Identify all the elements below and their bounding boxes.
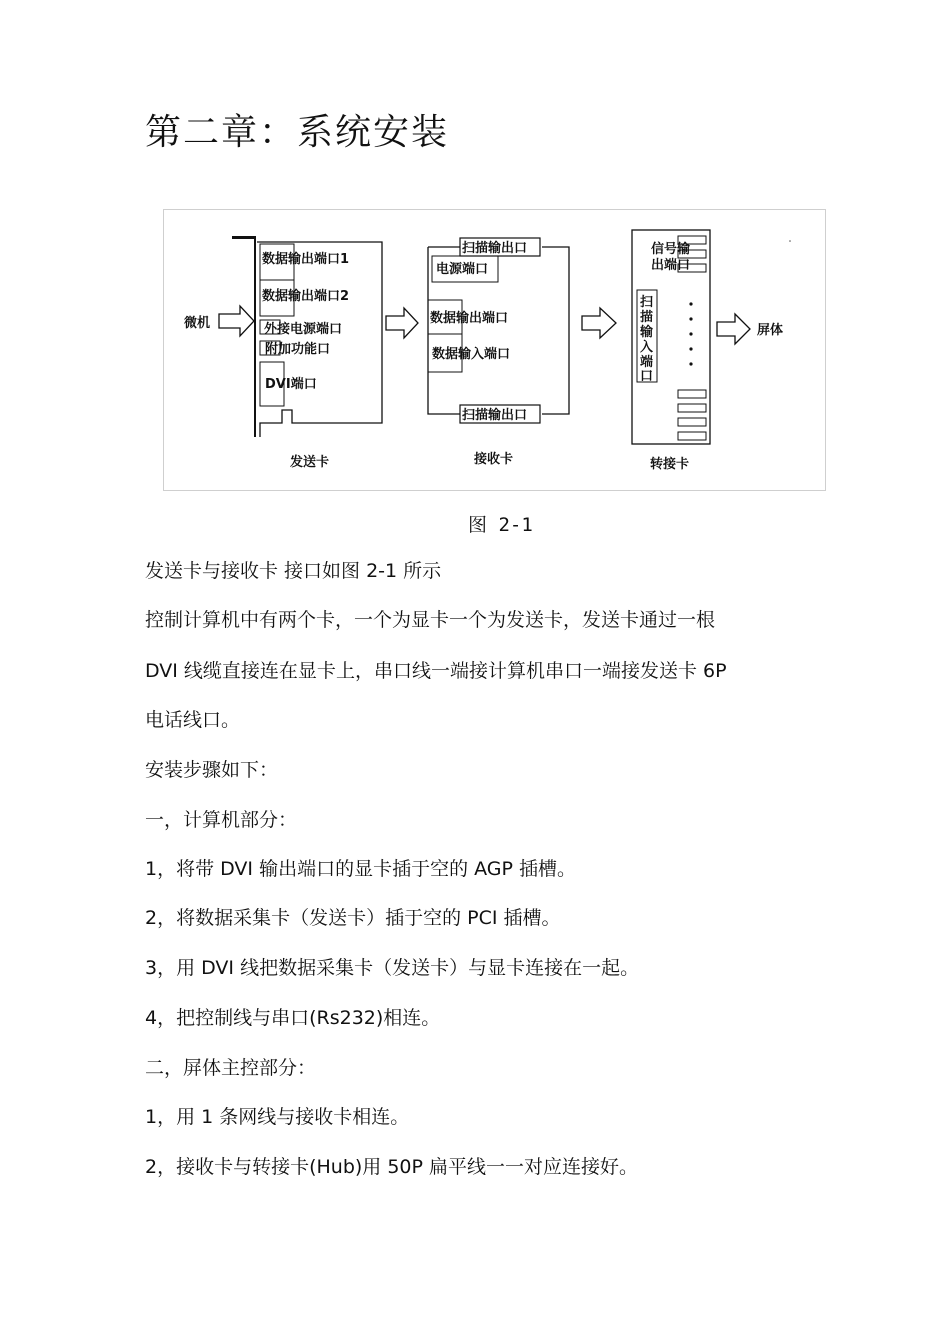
arrow-icon [386, 308, 418, 338]
paragraph: DVI 线缆直接连在显卡上，串口线一端接计算机串口一端接发送卡 6P [145, 660, 727, 682]
section-heading: 一，计算机部分： [145, 809, 298, 831]
arrow-icon [219, 306, 254, 336]
figure-caption: 图 2-1 [468, 514, 533, 536]
dot-mark [689, 347, 692, 350]
scan-in-label-3: 输 [640, 325, 654, 340]
system-diagram [163, 209, 826, 491]
diagram-svg [164, 210, 827, 492]
receive-card-label: 接收卡 [474, 452, 514, 467]
page-title: 第二章：系统安装 [145, 112, 450, 153]
list-item: 4，把控制线与串口(Rs232)相连。 [145, 1007, 441, 1029]
paragraph: 控制计算机中有两个卡，一个为显卡一个为发送卡，发送卡通过一根 [145, 609, 716, 631]
receive-card [428, 238, 569, 467]
data-in-label: 数据输入端口 [432, 347, 511, 362]
section-heading: 二，屏体主控部分： [145, 1057, 317, 1079]
scan-in-label-6: 口 [640, 369, 654, 384]
pc-label: 微机 [184, 316, 211, 331]
dvi-port-label: DVI端口 [265, 377, 317, 392]
screen-label: 屏体 [757, 323, 784, 338]
paragraph: 发送卡与接收卡 接口如图 2-1 所示 [145, 560, 442, 582]
speck-mark [789, 240, 791, 242]
list-item: 2，接收卡与转接卡(Hub)用 50P 扁平线一一对应连接好。 [145, 1156, 639, 1178]
dot-mark [689, 302, 692, 305]
arrow-icon [582, 308, 616, 338]
send-port-1-label: 数据输出端口1 [262, 252, 350, 267]
dot-mark [689, 362, 692, 365]
scan-out-top-label: 扫描输出口 [462, 241, 528, 256]
dot-mark [689, 317, 692, 320]
send-port-2-label: 数据输出端口2 [262, 289, 350, 304]
scan-out-bottom-label: 扫描输出口 [462, 408, 528, 423]
list-item: 2，将数据采集卡（发送卡）插于空的 PCI 插槽。 [145, 907, 561, 929]
signal-out-label-1: 信号输 [651, 242, 691, 257]
adapter-card-label: 转接卡 [650, 457, 690, 472]
ext-power-label: 外接电源端口 [264, 322, 343, 337]
send-card-label: 发送卡 [290, 455, 330, 470]
list-item: 3，用 DVI 线把数据采集卡（发送卡）与显卡连接在一起。 [145, 957, 640, 979]
signal-out-label-2: 出端口 [651, 258, 691, 273]
list-item: 1，用 1 条网线与接收卡相连。 [145, 1106, 410, 1128]
dot-mark [689, 332, 692, 335]
adapter-card [632, 230, 710, 472]
scan-in-label-5: 端 [640, 355, 654, 370]
paragraph: 电话线口。 [145, 709, 241, 731]
arrow-icon [717, 314, 750, 344]
data-out-label: 数据输出端口 [430, 311, 509, 326]
scan-in-label-2: 描 [640, 310, 654, 325]
paragraph: 安装步骤如下： [145, 759, 279, 781]
list-item: 1，将带 DVI 输出端口的显卡插于空的 AGP 插槽。 [145, 858, 576, 880]
power-port-label: 电源端口 [436, 262, 489, 277]
scan-in-label-4: 入 [640, 340, 654, 355]
scan-in-label-1: 扫 [640, 295, 654, 310]
send-card [232, 236, 382, 470]
aux-port-label: 附加功能口 [265, 342, 331, 357]
